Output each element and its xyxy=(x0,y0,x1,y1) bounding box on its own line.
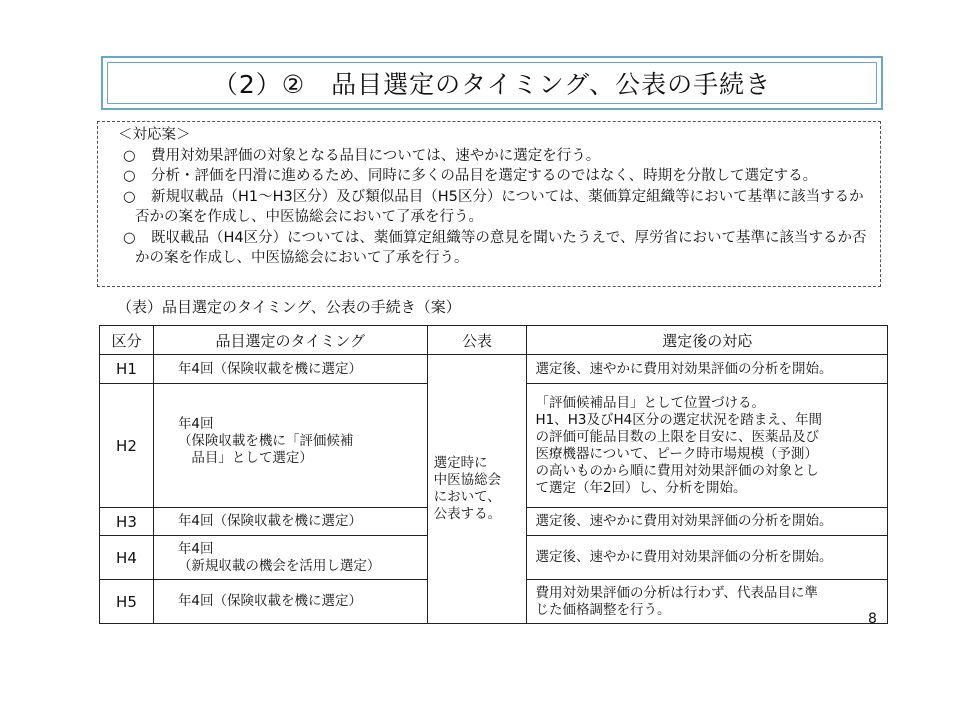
response-cell xyxy=(527,508,888,536)
response-line: の高いものから順に費用対効果評価の対象とし xyxy=(535,462,819,479)
publication-line: において、 xyxy=(433,489,501,505)
bullet-circle-icon: ○ xyxy=(123,168,136,184)
category-cell: H3 xyxy=(100,508,154,536)
proposal-item xyxy=(108,228,872,269)
category-cell: H5 xyxy=(100,580,154,624)
proposal-heading: ＜対応案＞ xyxy=(118,127,191,143)
proposal-item xyxy=(108,166,872,187)
category-cell: H2 xyxy=(100,384,154,508)
timing-line: 年4回 xyxy=(177,540,214,557)
proposal-item xyxy=(108,146,872,167)
column-header: 選定後の対応 xyxy=(527,326,888,355)
proposal-box xyxy=(97,121,881,287)
timing-line: 年4回（保険収載を機に選定） xyxy=(177,513,363,529)
proposal-item-text: 既収載品（H4区分）については、薬価算定組織等の意見を聞いたうえで、厚労省において基準に該当するか否かの案を作成し、中医協総会において了承を行う。 xyxy=(135,229,867,266)
bullet-circle-icon: ○ xyxy=(123,147,136,164)
response-cell xyxy=(527,355,888,384)
publication-line: 中医協総会 xyxy=(433,472,502,488)
proposal-item-text: 費用対効果評価の対象となる品目については、速やかに選定を行う。 xyxy=(151,147,601,164)
response-cell xyxy=(527,580,888,624)
response-line: の評価可能品目数の上限を目安に、医薬品及び xyxy=(535,428,819,445)
column-header: 品目選定のタイミング xyxy=(153,326,427,355)
timing-cell xyxy=(153,536,427,580)
proposal-item-text: 分析・評価を円滑に進めるため、同時に多くの品目を選定するのではなく、時期を分散して選定する。 xyxy=(151,168,818,184)
publication-cell xyxy=(427,355,527,624)
page-title: （2）② 品目選定のタイミング、公表の手続き xyxy=(107,62,877,104)
response-line: て選定（年2回）し、分析を開始。 xyxy=(535,479,747,496)
response-line: 選定後、速やかに費用対効果評価の分析を開始。 xyxy=(535,513,833,529)
selection-table xyxy=(99,325,888,624)
table-header-row xyxy=(100,326,888,355)
response-line: 選定後、速やかに費用対効果評価の分析を開始。 xyxy=(535,549,833,565)
publication-line: 選定時に xyxy=(433,455,488,471)
response-cell xyxy=(527,536,888,580)
timing-line: 年4回 xyxy=(177,416,214,432)
page-number: 8 xyxy=(868,611,877,627)
table-caption: （表）品目選定のタイミング、公表の手続き（案） xyxy=(117,298,461,316)
category-cell: H1 xyxy=(100,355,154,384)
response-line: じた価格調整を行う。 xyxy=(535,601,671,618)
timing-line: （保険収載を機に「評価候補 xyxy=(177,433,354,449)
publication-line: 公表する。 xyxy=(433,506,502,522)
timing-cell xyxy=(153,580,427,624)
category-cell: H4 xyxy=(100,536,154,580)
bullet-circle-icon: ○ xyxy=(123,229,136,246)
timing-cell xyxy=(153,384,427,508)
timing-cell xyxy=(153,355,427,384)
response-line: H1、H3及びH4区分の選定状況を踏まえ、年間 xyxy=(535,411,822,428)
timing-cell xyxy=(153,508,427,536)
title-frame xyxy=(101,56,883,110)
response-line: 医療機器について、ピーク時市場規模（予測） xyxy=(535,445,818,462)
response-line: 「評価候補品目」として位置づける。 xyxy=(535,394,765,411)
column-header: 公表 xyxy=(427,326,527,355)
bullet-circle-icon: ○ xyxy=(123,188,136,205)
timing-line: 品目」として選定） xyxy=(177,450,313,466)
timing-line: 年4回（保険収載を機に選定） xyxy=(177,593,363,609)
proposal-item xyxy=(108,187,872,228)
table-row xyxy=(100,355,888,384)
response-cell xyxy=(527,384,888,508)
response-line: 費用対効果評価の分析は行わず、代表品目に準 xyxy=(535,584,818,601)
column-header: 区分 xyxy=(100,326,154,355)
timing-line: （新規収載の機会を活用し選定） xyxy=(177,557,381,574)
response-line: 選定後、速やかに費用対効果評価の分析を開始。 xyxy=(535,360,833,377)
timing-line: 年4回（保険収載を機に選定） xyxy=(177,360,363,377)
proposal-item-text: 新規収載品（H1～H3区分）及び類似品目（H5区分）については、薬価算定組織等において基準に該当するか否かの案を作成し、中医協総会において了承を行う。 xyxy=(135,188,864,225)
